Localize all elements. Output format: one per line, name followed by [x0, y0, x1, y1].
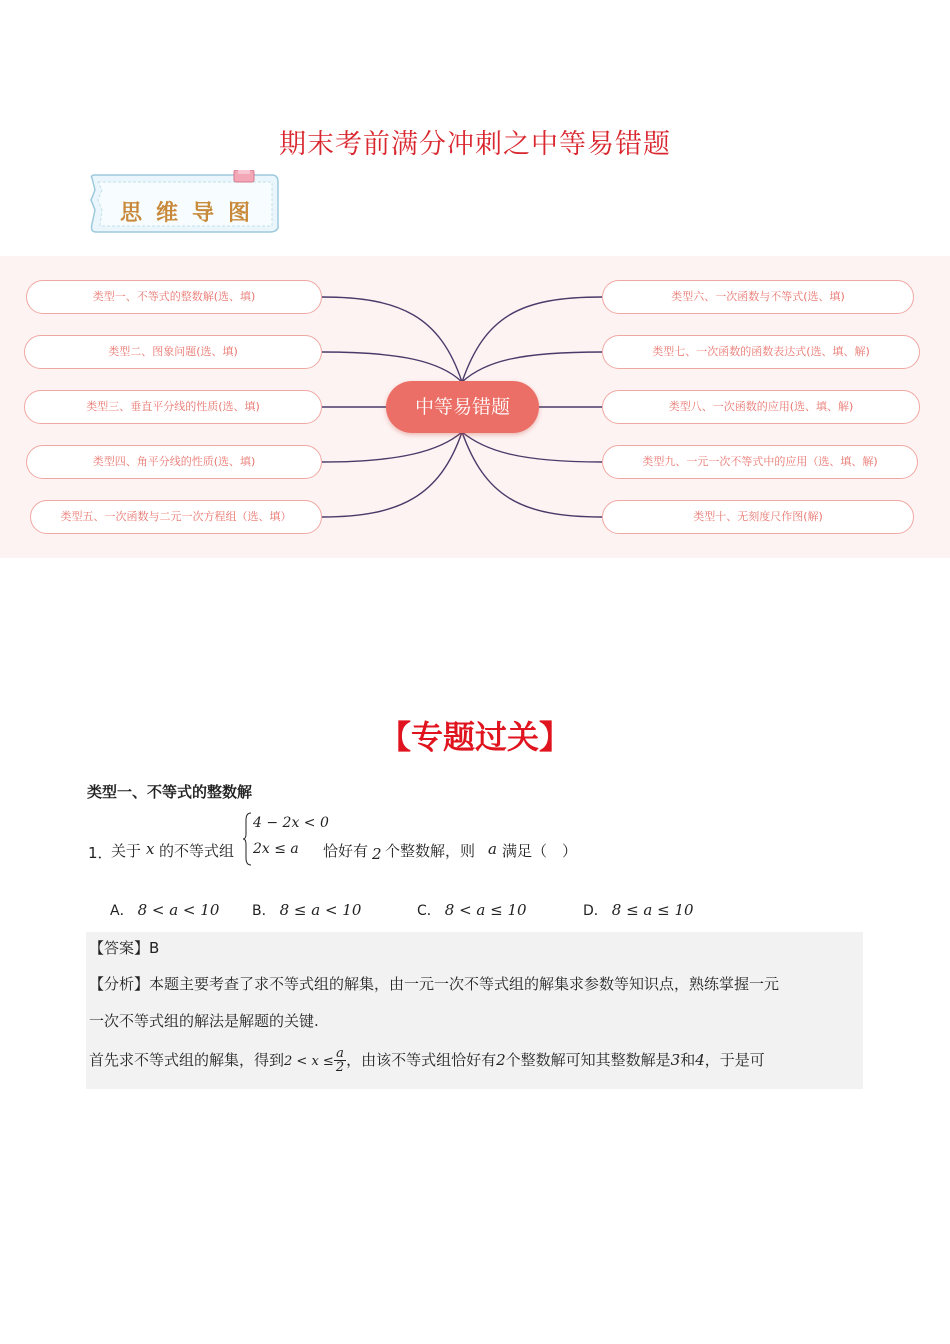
- answer-line: 【答案】B: [89, 939, 160, 957]
- mind-map-node-right-1: 类型六、一次函数与不等式(选、填): [602, 280, 914, 314]
- analysis-line-3-expr: 2 < x ≤: [284, 1054, 334, 1069]
- question-var-x: x: [146, 840, 155, 858]
- mind-map-node-left-5: 类型五、一次函数与二元一次方程组（选、填）: [30, 500, 322, 534]
- mind-map-node-left-4: 类型四、角平分线的性质(选、填): [26, 445, 322, 479]
- fraction-a-over-2: $\frac{a}{2}$: [335, 1046, 345, 1075]
- option-a[interactable]: [110, 900, 219, 920]
- analysis-line-3-a: 首先求不等式组的解集，得到: [89, 1051, 285, 1069]
- option-a-label: A．: [110, 903, 134, 919]
- analysis-line-3: [89, 1047, 765, 1074]
- option-d[interactable]: [583, 900, 694, 920]
- question-number: 1．: [88, 844, 113, 862]
- type-heading: 类型一、不等式的整数解: [87, 783, 253, 801]
- question-text-c: 恰好有: [323, 842, 369, 860]
- analysis-line-1: 【分析】本题主要考查了求不等式组的解集，由一元一次不等式组的解集求参数等知识点，熟练掌握一元: [89, 975, 780, 993]
- option-c-label: C．: [417, 903, 441, 919]
- analysis-line-3-n: 2: [496, 1051, 506, 1069]
- option-c[interactable]: [417, 900, 527, 920]
- system-brace-icon: [243, 812, 253, 866]
- option-b[interactable]: [252, 900, 361, 920]
- system-line-1: 4 − 2x < 0: [253, 815, 329, 831]
- option-d-expr: 8 ≤ a ≤ 10: [611, 901, 694, 919]
- section-heading: 【专题过关】: [378, 718, 571, 756]
- analysis-line-2: 一次不等式组的解法是解题的关键.: [89, 1012, 319, 1030]
- mind-map-center-node: 中等易错题: [386, 381, 539, 433]
- analysis-line-3-and: 和: [680, 1051, 696, 1069]
- question-text-a: 关于: [111, 842, 142, 860]
- analysis-line-3-v1: 3: [670, 1051, 681, 1069]
- option-d-label: D．: [583, 903, 608, 919]
- analysis-line-3-c: 个整数解可知其整数解是: [505, 1051, 671, 1069]
- mind-map-node-right-2: 类型七、一次函数的函数表达式(选、填、解): [602, 335, 920, 369]
- option-a-expr: 8 < a < 10: [137, 901, 220, 919]
- mind-map-node-left-2: 类型二、图象问题(选、填): [24, 335, 322, 369]
- analysis-line-3-b: ，由该不等式组恰好有: [346, 1051, 497, 1069]
- question-text-d: 个整数解，则: [385, 842, 476, 860]
- analysis-line-3-v2: 4: [695, 1051, 705, 1069]
- mind-map-node-left-3: 类型三、垂直平分线的性质(选、填): [24, 390, 322, 424]
- analysis-line-3-d: ，于是可: [704, 1051, 765, 1069]
- mind-map-node-right-3: 类型八、一次函数的应用(选、填、解): [602, 390, 920, 424]
- question-var-a: a: [488, 840, 497, 858]
- mind-map-badge-label: 思维导图: [120, 200, 265, 226]
- option-c-expr: 8 < a ≤ 10: [444, 901, 527, 919]
- question-count: 2: [372, 845, 382, 863]
- document-title: 期末考前满分冲刺之中等易错题: [279, 129, 671, 160]
- option-b-label: B．: [252, 903, 276, 919]
- mind-map-node-right-5: 类型十、无刻度尺作图(解): [602, 500, 914, 534]
- question-text-e: 满足（ ）: [502, 842, 578, 860]
- mind-map-node-right-4: 类型九、一元一次不等式中的应用（选、填、解): [602, 445, 918, 479]
- system-line-2: 2x ≤ a: [253, 841, 299, 857]
- option-b-expr: 8 ≤ a < 10: [279, 901, 362, 919]
- question-text-b: 的不等式组: [159, 842, 235, 860]
- mind-map-node-left-1: 类型一、不等式的整数解(选、填): [26, 280, 322, 314]
